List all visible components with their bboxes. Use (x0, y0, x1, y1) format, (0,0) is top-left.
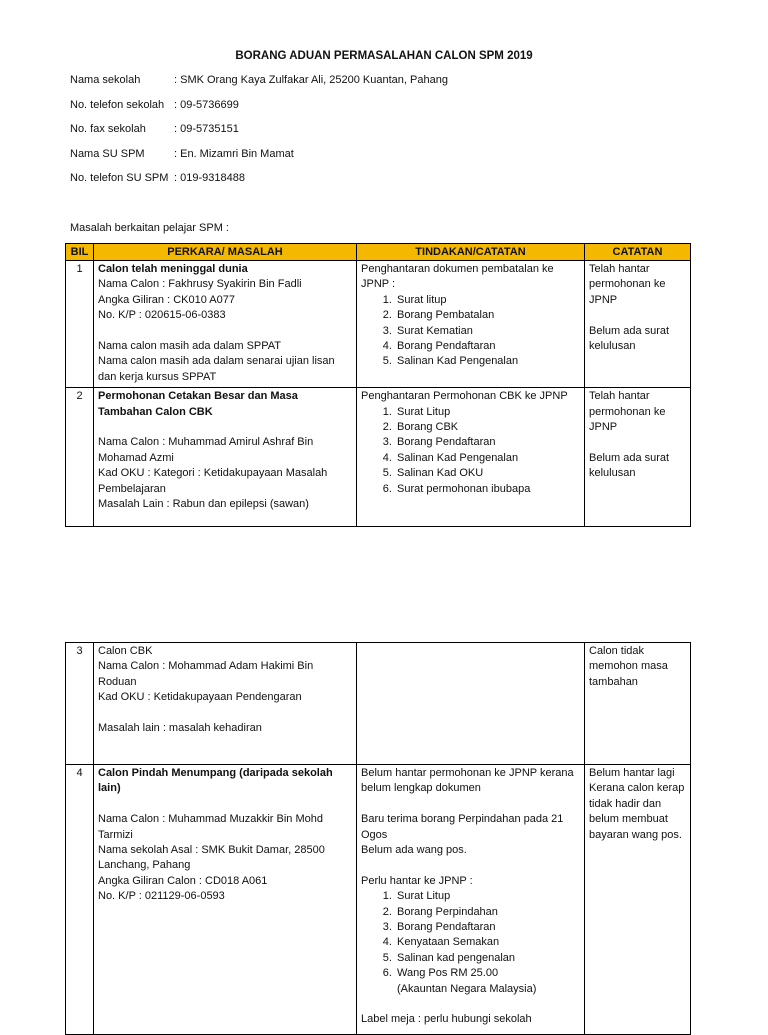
info-value: : SMK Orang Kaya Zulfakar Ali, 25200 Kuantan, Pahang (174, 74, 448, 86)
list-item-text: Wang Pos RM 25.00 (397, 967, 499, 980)
document-list (361, 889, 581, 997)
complaints-table (65, 243, 691, 527)
school-info (70, 74, 448, 197)
complaints-table-continued (65, 642, 691, 1035)
case-title: Calon Pindah Menumpang (daripada sekolah lain) (98, 767, 333, 795)
perkara-cell (94, 261, 357, 388)
table-row (66, 765, 691, 1035)
table-row (66, 388, 691, 527)
info-label: Nama SU SPM (70, 147, 145, 160)
list-item: 5. Salinan Kad Pengenalan (395, 354, 581, 369)
case-detail: Nama sekolah Asal : SMK Bukit Damar, 28500 Lanchang, Pahang (98, 844, 325, 872)
list-item: 2. Borang Perpindahan (395, 905, 581, 920)
table-row (66, 261, 691, 388)
action-intro: Penghantaran Permohonan CBK ke JPNP (361, 390, 568, 403)
action-text: Baru terima borang Perpindahan pada 21 Ogos (361, 813, 564, 841)
list-item: 3. Surat Kematian (395, 324, 581, 339)
info-label: No. telefon sekolah (70, 98, 165, 111)
perkara-cell (94, 643, 357, 765)
list-item: 3. Borang Pendaftaran (395, 435, 581, 450)
info-value: : 09-5736699 (174, 98, 239, 111)
info-value: : 09-5735151 (174, 123, 239, 136)
row-number: 4 (66, 765, 94, 1035)
header-perkara: PERKARA/ MASALAH (94, 244, 357, 261)
case-detail: No. K/P : 021129-06-0593 (98, 890, 225, 903)
perkara-cell (94, 765, 357, 1035)
case-detail: Masalah Lain : Rabun dan epilepsi (sawan) (98, 498, 309, 511)
list-item-note: (Akauntan Negara Malaysia) (397, 982, 537, 995)
list-item: 1. Surat Litup (395, 889, 581, 904)
table-row (66, 643, 691, 765)
info-row-school-name (70, 74, 448, 99)
document-list (361, 293, 581, 370)
case-detail: Nama calon masih ada dalam senarai ujian lisan dan kerja kursus SPPAT (98, 355, 335, 383)
action-intro: Perlu hantar ke JPNP : (361, 874, 473, 887)
list-item: 1. Surat Litup (395, 405, 581, 420)
case-detail: Angka Giliran : CK010 A077 (98, 293, 235, 306)
case-detail: Kad OKU : Ketidakupayaan Pendengaran (98, 691, 302, 704)
list-item: 5. Salinan kad pengenalan (395, 951, 581, 966)
case-detail: Nama Calon : Mohammad Adam Hakimi Bin Roduan (98, 660, 314, 688)
list-item: 1. Surat litup (395, 293, 581, 308)
tindakan-cell (357, 643, 585, 765)
list-item: 4. Kenyataan Semakan (395, 935, 581, 950)
row-number: 2 (66, 388, 94, 527)
case-detail: No. K/P : 020615-06-0383 (98, 309, 226, 322)
info-value: : En. Mizamri Bin Mamat (174, 147, 294, 160)
info-value: : 019-9318488 (174, 172, 245, 185)
note-text: Telah hantar permohonan ke JPNP (589, 390, 666, 434)
case-detail: Nama calon masih ada dalam SPPAT (98, 340, 282, 353)
note-text: Belum ada surat kelulusan (589, 324, 670, 353)
catatan-cell (585, 388, 691, 527)
catatan-cell (585, 765, 691, 1035)
list-item: 4. Borang Pendaftaran (395, 339, 581, 354)
header-bil: BIL (66, 244, 94, 261)
catatan-cell (585, 261, 691, 388)
row-number: 1 (66, 261, 94, 388)
row-number: 3 (66, 643, 94, 765)
tindakan-cell (357, 388, 585, 527)
info-label: No. telefon SU SPM (70, 172, 169, 185)
note-text: Calon tidak memohon masa tambahan (589, 645, 668, 688)
case-detail: Angka Giliran Calon : CD018 A061 (98, 874, 268, 887)
case-title: Permohonan Cetakan Besar dan Masa Tambahan Calon CBK (98, 390, 298, 418)
info-label: No. fax sekolah (70, 123, 146, 136)
header-tindakan: TINDAKAN/CATATAN (357, 244, 585, 261)
info-row-school-phone (70, 99, 448, 124)
action-intro: Penghantaran dokumen pembatalan ke JPNP : (361, 263, 554, 291)
info-label: Nama sekolah (70, 74, 141, 86)
case-title: Calon telah meninggal dunia (98, 263, 248, 275)
action-text: Label meja : perlu hubungi sekolah (361, 1013, 532, 1026)
note-text: Telah hantar permohonan ke JPNP (589, 263, 666, 306)
info-row-su-name (70, 148, 448, 173)
info-row-su-phone (70, 172, 448, 197)
action-text: Belum ada wang pos. (361, 844, 467, 857)
intro-text: Masalah berkaitan pelajar SPM : (70, 222, 229, 234)
tindakan-cell (357, 765, 585, 1035)
tindakan-cell (357, 261, 585, 388)
note-text: Belum ada surat kelulusan (589, 451, 670, 480)
case-detail: Masalah lain : masalah kehadiran (98, 722, 262, 735)
list-item: 2. Borang Pembatalan (395, 308, 581, 323)
list-item: 3. Borang Pendaftaran (395, 920, 581, 935)
table-header (66, 244, 691, 261)
case-detail: Nama Calon : Muhammad Amirul Ashraf Bin Mohamad Azmi (98, 436, 314, 464)
case-detail: Nama Calon : Fakhrusy Syakirin Bin Fadli (98, 278, 302, 291)
list-item: 4. Salinan Kad Pengenalan (395, 451, 581, 466)
note-text: Belum hantar lagi Kerana calon kerap tidak hadir dan belum membuat bayaran wang pos. (589, 767, 685, 841)
case-detail: Nama Calon : Muhammad Muzakkir Bin Mohd Tarmizi (98, 813, 323, 841)
case-detail: Kad OKU : Kategori : Ketidakupayaan Masalah Pembelajaran (98, 467, 328, 495)
list-item (395, 966, 581, 997)
catatan-cell (585, 643, 691, 765)
list-item: 5. Salinan Kad OKU (395, 466, 581, 481)
info-row-school-fax (70, 123, 448, 148)
list-item: 6. Surat permohonan ibubapa (395, 482, 581, 497)
action-text: Belum hantar permohonan ke JPNP kerana belum lengkap dokumen (361, 767, 574, 795)
header-catatan: CATATAN (585, 244, 691, 261)
document-title: BORANG ADUAN PERMASALAHAN CALON SPM 2019 (235, 50, 533, 62)
perkara-cell (94, 388, 357, 527)
list-item: 2. Borang CBK (395, 420, 581, 435)
case-detail: Calon CBK (98, 645, 153, 657)
document-list (361, 405, 581, 497)
